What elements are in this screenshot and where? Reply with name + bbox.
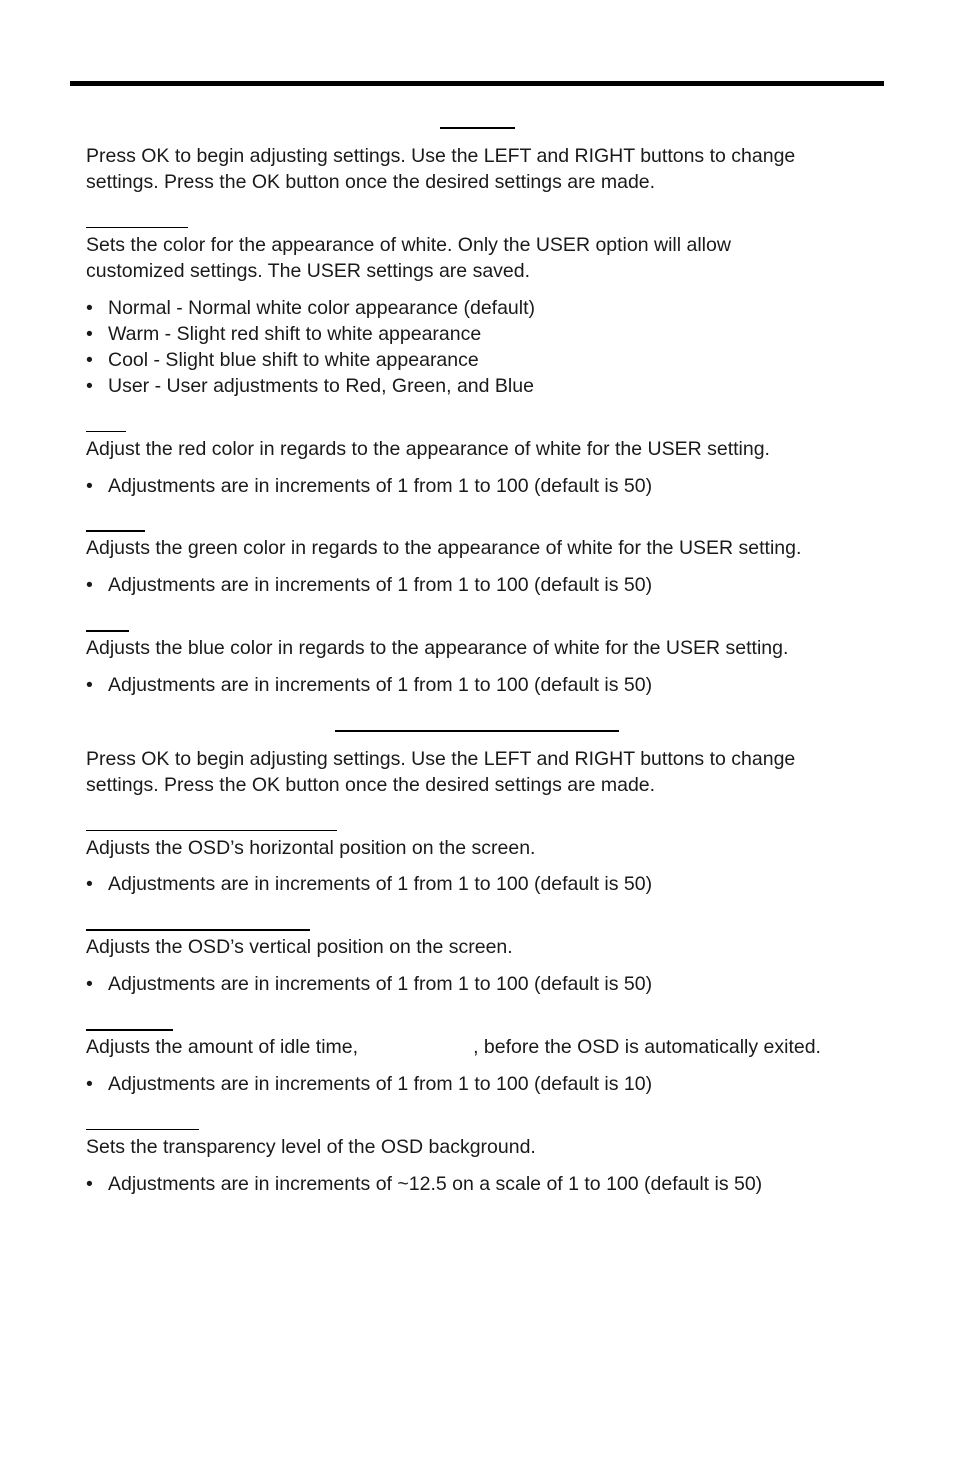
- list-item: • Adjustments are in increments of 1 from 1 to 100 (default is 10): [86, 1073, 653, 1095]
- timeout-description: Adjusts the amount of idle time, , before the OSD is automatically exited.: [86, 1036, 821, 1058]
- bullet-icon: •: [86, 973, 93, 995]
- transparency-heading-underline: [86, 1129, 199, 1130]
- red-heading-underline: [86, 431, 126, 432]
- green-heading-underline: [86, 530, 145, 532]
- h-position-list: [86, 871, 876, 897]
- list-item: • Cool - Slight blue shift to white appearance: [86, 349, 479, 371]
- list-item: • Adjustments are in increments of 1 from 1 to 100 (default is 50): [86, 973, 653, 995]
- section-heading-underline: [440, 127, 515, 129]
- bullet-icon: •: [86, 297, 93, 319]
- blue-heading-underline: [86, 630, 129, 632]
- bullet-icon: •: [86, 1073, 93, 1095]
- red-list: [86, 473, 876, 499]
- list-item: • Adjustments are in increments of 1 from 1 to 100 (default is 50): [86, 674, 653, 696]
- list-item: • User - User adjustments to Red, Green, and Blue: [86, 375, 534, 397]
- transparency-list: [86, 1171, 876, 1197]
- bullet-icon: •: [86, 1173, 93, 1195]
- v-position-description: Adjusts the OSD’s vertical position on the screen.: [86, 936, 513, 958]
- list-item: • Adjustments are in increments of 1 from 1 to 100 (default is 50): [86, 574, 653, 596]
- v-position-heading-underline: [86, 929, 310, 931]
- list-item: • Adjustments are in increments of 1 from 1 to 100 (default is 50): [86, 475, 653, 497]
- red-description: Adjust the red color in regards to the appearance of white for the USER setting.: [86, 438, 770, 460]
- color-section-intro: Press OK to begin adjusting settings. Use the LEFT and RIGHT buttons to change settings. Press the OK button once the desired settings are made.: [86, 145, 796, 193]
- green-description: Adjusts the green color in regards to the appearance of white for the USER setting.: [86, 537, 802, 559]
- temperature-description: Sets the color for the appearance of white. Only the USER option will allow customized settings. The USER settings are saved.: [86, 234, 731, 282]
- list-item: • Normal - Normal white color appearance (default): [86, 297, 536, 319]
- list-item: • Adjustments are in increments of 1 from 1 to 100 (default is 50): [86, 873, 653, 895]
- h-position-heading-underline: [86, 830, 337, 831]
- bullet-icon: •: [86, 375, 93, 397]
- bullet-icon: •: [86, 323, 93, 345]
- timeout-heading-underline: [86, 1029, 173, 1031]
- temperature-options-list: [86, 295, 876, 399]
- list-item: • Warm - Slight red shift to white appearance: [86, 323, 482, 345]
- bullet-icon: •: [86, 574, 93, 596]
- osd-section-heading-underline: [335, 730, 619, 732]
- osd-section-intro: Press OK to begin adjusting settings. Use the LEFT and RIGHT buttons to change settings. Press the OK button once the desired settings are made.: [86, 748, 796, 796]
- green-list: [86, 572, 876, 598]
- v-position-list: [86, 971, 876, 997]
- h-position-description: Adjusts the OSD’s horizontal position on the screen.: [86, 837, 536, 859]
- temperature-heading-underline: [86, 227, 188, 228]
- bullet-icon: •: [86, 349, 93, 371]
- top-rule: [70, 81, 884, 86]
- blue-description: Adjusts the blue color in regards to the appearance of white for the USER setting.: [86, 637, 789, 659]
- timeout-list: [86, 1071, 876, 1097]
- list-item: • Adjustments are in increments of ~12.5 on a scale of 1 to 100 (default is 50): [86, 1173, 763, 1195]
- bullet-icon: •: [86, 873, 93, 895]
- bullet-icon: •: [86, 674, 93, 696]
- blue-list: [86, 672, 876, 698]
- transparency-description: Sets the transparency level of the OSD background.: [86, 1136, 536, 1158]
- bullet-icon: •: [86, 475, 93, 497]
